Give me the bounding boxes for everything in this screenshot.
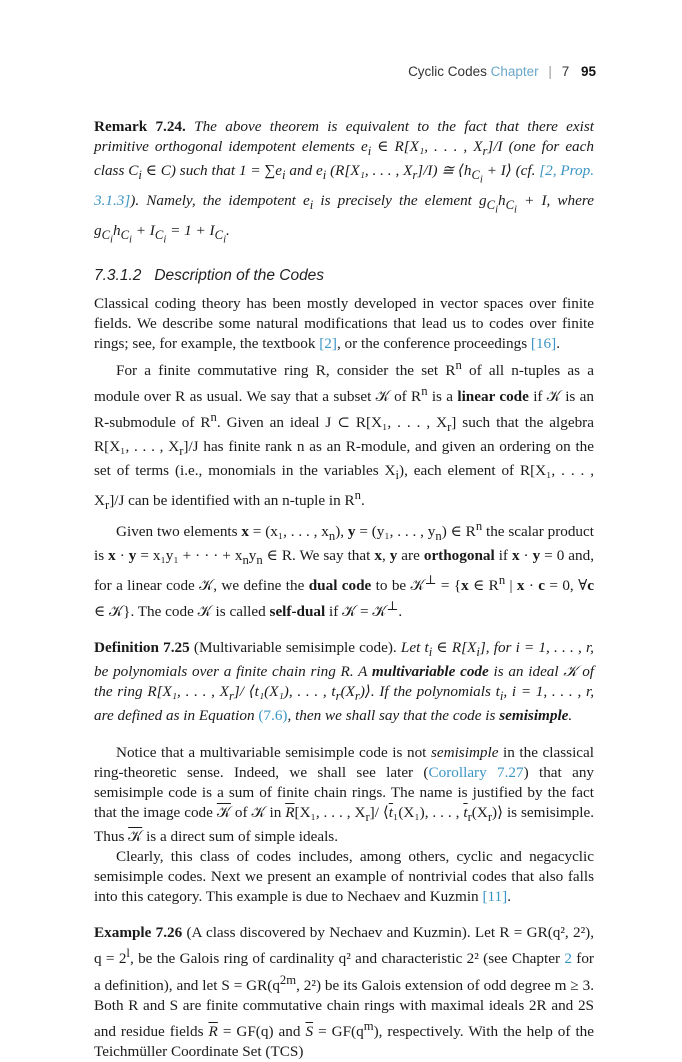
remark-7-24: Remark 7.24. The above theorem is equivalent to the fact that there exist primitive orthogonal idempotent elements $e_i$ ∈ R[X₁, . . . , $X_r]/I$ (one for each class $C_i$ ∈ C) such that $1 = \sum e_i$ and $e_i$ (R[X₁, . . . , $X_r]/I$) ≅ $⟨h_{C_i}$ + I⟩ (cf. [2, Prop. 3.1.3]). Namely, the idempotent $e_i$ is precisely the element $g_{C_i}h_{C_i} + I$, where $g_{C_i}h_{C_i} + I_{C_i} = 1 + I_{C_i}$. (94, 118, 595, 246)
header-separator: | (548, 64, 552, 79)
page-body (94, 117, 594, 1062)
citation-link-16[interactable]: [16] (530, 335, 557, 353)
term-linear-code: linear code (457, 387, 529, 405)
chapter-link-2[interactable]: 2 (564, 950, 572, 968)
citation-link-2[interactable]: [2] (319, 335, 337, 353)
example-label: Example 7.26 (94, 924, 183, 942)
section-number: 7.3.1.2 (94, 267, 142, 285)
paragraph-classical-coding: Classical coding theory has been mostly developed in vector spaces over finite fields. We describe some natural modifications that lead us to codes over finite rings; see, for example, the textbook [2], or the conference proceedings [16]. (94, 295, 594, 353)
citation-link-11[interactable]: [11] (482, 888, 508, 906)
term-semisimple: semisimple (499, 707, 569, 725)
paragraph-semisimple-notice: Notice that a multivariable semisimple code is not semisimple in the classical ring-theoretic sense. Indeed, we shall see later (Corollary 7.27) that any semisimple code is a sum of finite chain rings. The name is justified by the fact that the image code 𝒦 of 𝒦 in $\overline{R}[X_1$, . . . , $X_r]/$ $⟨\overline{t}_1(X_1)$, . . . , $\overline{t}_r(X_r)⟩$ is semisimple. Thus 𝒦 is a direct sum of simple ideals. (94, 743, 595, 845)
header-title: Cyclic Codes (408, 64, 487, 79)
example-7-26: Example 7.26 (A class discovered by Nechaev and Kuzmin). Let R = GR(q², 2²), $q = 2^l$, be the Galois ring of cardinality q² and characteristic 2² (see Chapter 2 for a definition), and let $S = GR(q^{2m}$, 2²) be its Galois extension of odd degree m ≥ 3. Both R and S are finite commutative chain rings with maximal ideals 2R and 2S and residue fields $\overline{R} = GF(q)$ and $\overline{S} = GF(q^m)$, respectively. With the help of the Teichmüller Coordinate Set (TCS) (94, 924, 595, 1060)
corollary-link-7-27[interactable]: Corollary 7.27 (428, 763, 524, 781)
page-number: 95 (580, 64, 596, 79)
header-chapter-number: 7 (561, 64, 570, 79)
equation-link-7-6[interactable]: (7.6) (258, 707, 288, 725)
paragraph-linear-code: For a finite commutative ring R, consider the set $R^n$ of all n-tuples as a module over R as usual. We say that a subset 𝒦 of $R^n$ is a linear code if 𝒦 is an R-submodule of $R^n$. Given an ideal J ⊂ R[X₁, . . . , $X_r$] such that the algebra R[X₁, . . . , $X_r]/J$ has finite rank n as an R-module, and given an ordering on the set of terms (i.e., monomials in the variables $X_i$), each element of R[X₁, . . . , $X_r]/J$ can be identified with an n-tuple in $R^n$. (94, 357, 594, 513)
term-self-dual: self-dual (269, 603, 326, 621)
header-chapter: Chapter (490, 64, 539, 79)
remark-label: Remark 7.24. (94, 118, 186, 135)
term-orthogonal: orthogonal (423, 546, 495, 564)
definition-label: Definition 7.25 (94, 639, 190, 657)
section-title: Description of the Codes (154, 267, 325, 285)
term-dual-code: dual code (308, 576, 372, 594)
paragraph-dual-code: Given two elements x = (x₁, . . . , $x_n$), y = (y₁, . . . , $y_n$) ∈ $R^n$ the scalar product is x · y = x₁y₁ + · · · + $x_ny_n$ ∈ R. We say that x, y are orthogonal if x · y = 0 and, for a linear code 𝒦, we define the dual code to be 𝒦⊥ = {x ∈ $R^n$ | x · c = 0, ∀c ∈ 𝒦}. The code 𝒦 is called self-dual if 𝒦 = 𝒦⊥. (94, 518, 595, 621)
remark-citation-link[interactable]: [2, Prop. 3.1.3] (94, 162, 594, 209)
remark-body: The above theorem is equivalent to the fact that there exist primitive orthogonal idempotent elements $e_i$ ∈ R[X₁, . . . , $X_r]/I$ (one for each class $C_i$ ∈ C) such that $1 = \sum e_i$ and $e_i$ (R[X₁, . . . , $X_r]/I$) ≅ $⟨h_{C_i}$ + I⟩ (cf. (94, 118, 595, 186)
section-heading (94, 266, 594, 286)
running-header (408, 64, 596, 79)
definition-7-25: Definition 7.25 (Multivariable semisimple code). Let $t_i$ ∈ $R[X_i]$, for i = 1, . . . , r, be polynomials over a finite chain ring R. A multivariable code is an ideal 𝒦 of the ring R[X₁, . . . , $X_r]/$ ⟨t₁(X₁), . . . , $t_r(X_r)⟩$. If the polynomials $t_i$, i = 1, . . . , r, are defined as in Equation (7.6), then we shall say that the code is semisimple. (94, 639, 595, 725)
term-multivariable-code: multivariable code (371, 663, 489, 681)
paragraph-class-of-codes: Clearly, this class of codes includes, among others, cyclic and negacyclic semisimple codes. Next we present an example of nontrivial codes that also falls into this category. This example is due to Nechaev and Kuzmin [11]. (94, 848, 594, 906)
